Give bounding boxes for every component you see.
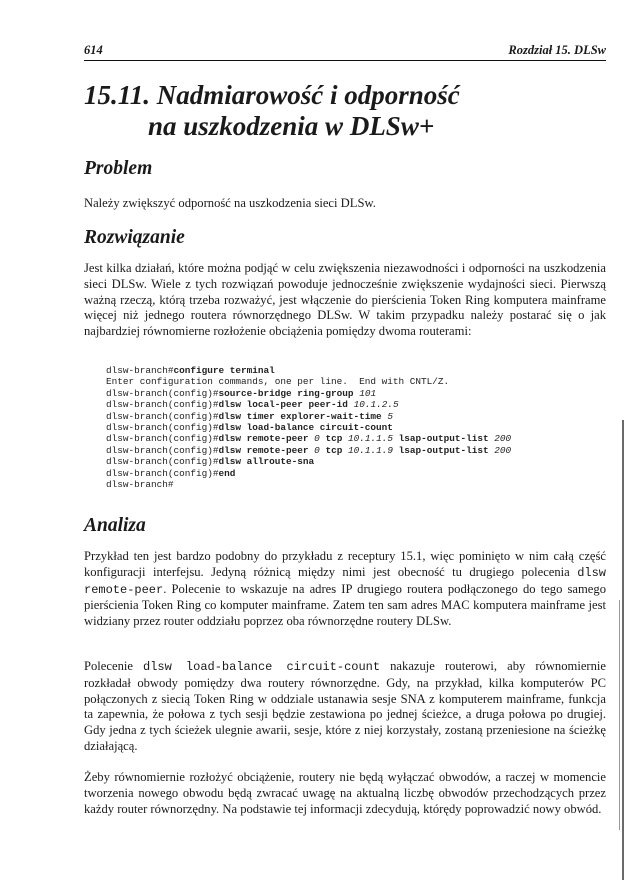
analysis-p2-text-a: Polecenie	[84, 659, 144, 673]
analysis-p1-text-b: . Polecenie to wskazuje na adres IP drugiego routera podłączonego do tego samego pierścienia Token Ring co komputer mainframe. Zatem ten sam adres MAC komputera mainframe jest widziany przez router oddziału poprzez oba równorzędne routery DLSw.	[84, 581, 606, 629]
problem-heading: Problem	[84, 158, 153, 179]
code-line	[106, 388, 606, 399]
code-command: dlsw remote-peer	[218, 433, 315, 445]
code-command: dlsw timer explorer-wait-time	[218, 410, 388, 422]
code-command: end	[218, 467, 236, 479]
code-command: dlsw remote-peer	[218, 444, 315, 456]
code-argument: 0	[314, 444, 320, 456]
problem-text: Należy zwiększyć odporność na uszkodzenia sieci DLSw.	[84, 196, 376, 210]
code-command: tcp	[319, 444, 348, 456]
solution-text: Jest kilka działań, które można podjąć w celu zwiększenia niezawodności i odporności na uszkodzenia sieci DLSw. Wiele z tych rozwiązań powoduje jednocześnie zwiększenie wydajności sieci. Pierwszą ważną rzeczą, którą trzeba rozważyć, jest włączenie do pierścienia Token Ring komputera mainframe więcej niż jednego routera równorzędnego DLSw. W takim przypadku należy postarać się o jak najbardziej równomierne rozłożenie obciążenia pomiędzy dwoma routerami:	[84, 261, 606, 339]
code-command: dlsw local-peer peer-id	[218, 399, 354, 411]
code-argument: 101	[359, 387, 377, 399]
inline-code-load-balance: dlsw load-balance circuit-count	[143, 660, 381, 674]
scan-edge-shadow-inner	[619, 600, 620, 830]
code-argument: 200	[494, 433, 512, 445]
code-argument: 10.1.1.9	[347, 444, 393, 456]
code-command: lsap-output-list	[392, 444, 495, 456]
code-line	[106, 376, 606, 387]
code-command: tcp	[319, 433, 348, 445]
code-prompt: dlsw-branch(config)#	[106, 410, 219, 422]
analysis-paragraph-3: Żeby równomiernie rozłożyć obciążenie, routery nie będą wyłączać obwodów, a raczej w momencie tworzenia nowego obwodu będą zwracać uwagę na aktualną liczbę obwodów przechodzących przez każdy router równorzędny. Na podstawie tej informacji zdecydują, którędy poprowadzić nowy obwód.	[84, 770, 606, 816]
code-argument: 0	[314, 433, 320, 445]
inline-code-remote-peer: dlsw remote-peer	[84, 565, 606, 597]
code-prompt: dlsw-branch(config)#	[106, 433, 219, 445]
chapter-title: Rozdział 15. DLSw	[508, 43, 606, 57]
code-prompt: dlsw-branch(config)#	[106, 444, 219, 456]
code-argument: 10.1.2.5	[353, 399, 399, 411]
code-listing	[106, 365, 606, 490]
analysis-paragraph-2	[84, 659, 606, 755]
code-argument: 200	[494, 444, 512, 456]
code-prompt: Enter configuration commands, one per line. End with CNTL/Z.	[106, 376, 450, 388]
code-line	[106, 433, 606, 444]
section-title-line2: na uszkodzenia w DLSw+	[148, 111, 435, 141]
code-command: configure terminal	[173, 365, 275, 376]
scan-edge-shadow	[622, 420, 624, 880]
code-line	[106, 365, 606, 376]
page-number: 614	[84, 43, 103, 57]
code-command: source-bridge ring-group	[218, 387, 360, 399]
code-line	[106, 411, 606, 422]
code-prompt: dlsw-branch#	[106, 479, 174, 491]
code-prompt: dlsw-branch#	[106, 365, 174, 376]
code-line	[106, 422, 606, 433]
code-prompt: dlsw-branch(config)#	[106, 387, 219, 399]
code-command: lsap-output-list	[392, 433, 495, 445]
code-line	[106, 468, 606, 479]
header-rule	[84, 60, 606, 61]
code-prompt: dlsw-branch(config)#	[106, 456, 219, 468]
code-line	[106, 445, 606, 456]
code-line	[106, 399, 606, 410]
section-title-line1: 15.11. Nadmiarowość i odporność	[84, 80, 460, 110]
code-prompt: dlsw-branch(config)#	[106, 467, 219, 479]
code-prompt: dlsw-branch(config)#	[106, 422, 219, 434]
code-prompt: dlsw-branch(config)#	[106, 399, 219, 411]
solution-heading: Rozwiązanie	[84, 227, 185, 248]
code-line	[106, 479, 606, 490]
analysis-p2-text-b: nakazuje routerowi, aby równomiernie rozkładał obwody pomiędzy dwa routery równorzędne. Gdy, na przykład, kilka komputerów PC połączonych z siecią Token Ring w oddziale ustanawia sesje SNA z komputerem mainframe, funkcja ta zapewnia, że połowa z tych sesji będzie zestawiona po jednej ścieżce, a druga połowa po drugiej. Gdy jedna z tych ścieżek ulegnie awarii, sesje, które z niej korzystały, zostaną przeniesione na ścieżkę działającą.	[84, 659, 606, 753]
code-command: dlsw load-balance circuit-count	[218, 422, 393, 434]
analysis-paragraph-1	[84, 549, 606, 630]
section-title	[84, 80, 606, 142]
code-argument: 5	[387, 410, 393, 422]
code-argument: 10.1.1.5	[347, 433, 393, 445]
code-line	[106, 456, 606, 467]
analysis-heading: Analiza	[84, 515, 146, 536]
analysis-p1-text-a: Przykład ten jest bardzo podobny do przykładu z receptury 15.1, więc pominięto w nim całą część konfiguracji interfejsu. Jedyną różnicą między nimi jest obecność tu drugiego polecenia	[84, 549, 606, 579]
code-command: dlsw allroute-sna	[218, 456, 315, 468]
